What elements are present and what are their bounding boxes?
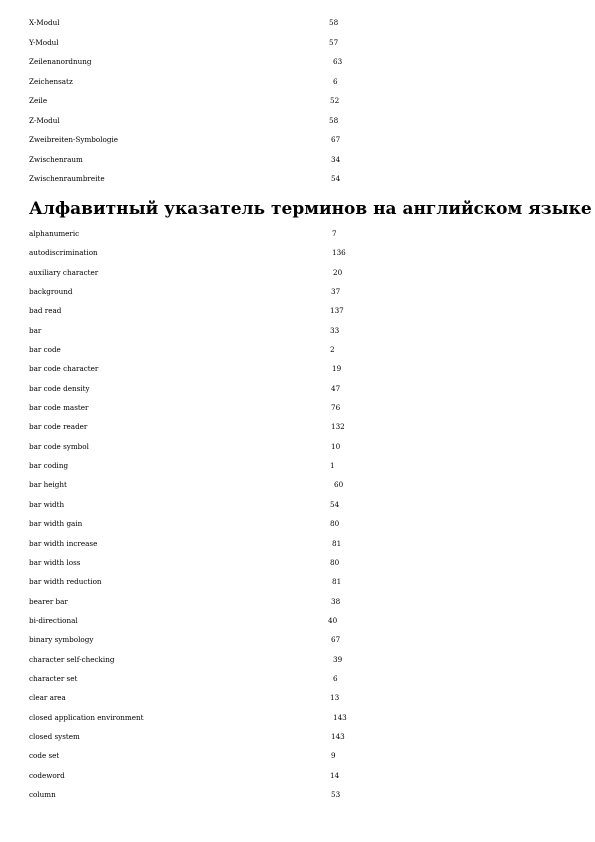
- index-entry: [0, 155, 595, 175]
- index-entry: [0, 229, 595, 248]
- index-term: Zwischenraum: [29, 154, 83, 164]
- index-term: background: [29, 287, 73, 297]
- index-page-number: 6: [333, 76, 338, 86]
- index-entry: [0, 174, 595, 194]
- index-page-number: 34: [331, 154, 341, 164]
- index-page-number: 63: [333, 57, 343, 67]
- index-page-number: 81: [332, 577, 342, 587]
- index-page-number: 7: [332, 229, 337, 238]
- index-page-number: 143: [333, 712, 347, 722]
- index-page-number: 20: [333, 267, 343, 277]
- index-term: bar code: [29, 345, 61, 355]
- index-page-number: 54: [331, 174, 341, 184]
- index-page-number: 81: [332, 538, 342, 548]
- index-page-number: 2: [330, 345, 335, 355]
- index-entry: [0, 461, 595, 480]
- index-entry: [0, 480, 595, 499]
- index-entry: [0, 519, 595, 538]
- index-page-number: 57: [329, 37, 339, 47]
- index-term: bar code reader: [29, 422, 88, 432]
- index-entry: [0, 539, 595, 558]
- index-page-number: 37: [331, 287, 341, 297]
- index-term: Z-Modul: [29, 115, 60, 125]
- index-term: Zeile: [29, 96, 48, 106]
- index-entry: [0, 674, 595, 693]
- index-term: codeword: [29, 770, 65, 780]
- index-entry: [0, 38, 595, 58]
- index-term: bar code character: [29, 364, 99, 374]
- index-page-number: 13: [330, 693, 340, 703]
- index-term: bad read: [29, 306, 62, 316]
- index-term: bar height: [29, 480, 67, 490]
- index-entry: [0, 287, 595, 306]
- index-term: Zwischenraumbreite: [29, 174, 105, 184]
- index-term: column: [29, 789, 56, 799]
- index-page-number: 137: [330, 306, 344, 316]
- index-page-number: 9: [331, 751, 336, 761]
- index-page-number: 33: [330, 325, 340, 335]
- index-term: closed application environment: [29, 712, 144, 722]
- index-entry: [0, 268, 595, 287]
- index-entry: [0, 18, 595, 38]
- index-entry: [0, 116, 595, 136]
- index-entry: [0, 751, 595, 770]
- index-term: bearer bar: [29, 596, 68, 606]
- index-page-number: 19: [332, 364, 342, 374]
- index-page-number: 136: [332, 248, 346, 258]
- index-page-number: 38: [331, 596, 341, 606]
- index-entry: [0, 326, 595, 345]
- index-page-number: 52: [330, 96, 340, 106]
- index-entry: [0, 345, 595, 364]
- index-page-number: 40: [328, 615, 338, 625]
- index-entry: [0, 616, 595, 635]
- index-entry: [0, 364, 595, 383]
- index-entry: [0, 597, 595, 616]
- index-term: bar width loss: [29, 557, 81, 567]
- index-term: bar code master: [29, 403, 89, 413]
- index-entry: [0, 713, 595, 732]
- index-page-number: 132: [331, 422, 345, 432]
- index-entry: [0, 135, 595, 155]
- index-term: character set: [29, 673, 78, 683]
- index-term: bar coding: [29, 461, 69, 471]
- index-entry: [0, 790, 595, 809]
- index-term: bar width: [29, 499, 65, 509]
- index-term: bar code density: [29, 383, 90, 393]
- index-term: bi-directional: [29, 615, 78, 625]
- index-entry: [0, 693, 595, 712]
- index-term: bar width reduction: [29, 577, 102, 587]
- index-entry: [0, 403, 595, 422]
- index-page-number: 1: [330, 461, 335, 471]
- index-page-number: 80: [330, 557, 340, 567]
- index-term: clear area: [29, 693, 66, 703]
- index-page-number: 58: [329, 18, 339, 27]
- index-entry: [0, 732, 595, 751]
- index-term: Zeilenanordnung: [29, 57, 92, 67]
- index-entry: [0, 422, 595, 441]
- index-page-number: 67: [331, 635, 341, 645]
- index-page-number: 14: [330, 770, 340, 780]
- index-term: alphanumeric: [29, 229, 80, 238]
- index-entry: [0, 655, 595, 674]
- index-entry: [0, 248, 595, 267]
- index-page-number: 67: [331, 135, 341, 145]
- index-term: bar code symbol: [29, 441, 89, 451]
- index-entry: [0, 96, 595, 116]
- index-term: auxiliary character: [29, 267, 99, 277]
- index-term: Y-Modul: [29, 37, 59, 47]
- index-entry: [0, 384, 595, 403]
- index-term: binary symbology: [29, 635, 94, 645]
- index-entry: [0, 77, 595, 97]
- index-entry: [0, 558, 595, 577]
- index-term: bar width increase: [29, 538, 98, 548]
- index-entry: [0, 442, 595, 461]
- index-term: closed system: [29, 731, 80, 741]
- index-entry: [0, 771, 595, 790]
- index-term: bar: [29, 325, 42, 335]
- index-page-number: 54: [330, 499, 340, 509]
- index-page-number: 76: [331, 403, 341, 413]
- index-page-number: 10: [331, 441, 341, 451]
- index-entry: [0, 635, 595, 654]
- section-heading: Алфавитный указатель терминов на английском языке: [29, 199, 592, 219]
- index-page-number: 53: [331, 789, 341, 799]
- index-term: X-Modul: [29, 18, 60, 27]
- index-page-number: 58: [329, 115, 339, 125]
- index-page-number: 60: [334, 480, 344, 490]
- index-term: character self-checking: [29, 654, 115, 664]
- index-term: bar width gain: [29, 519, 83, 529]
- english-index-list: [0, 229, 595, 809]
- index-entry: [0, 306, 595, 325]
- index-entry: [0, 57, 595, 77]
- index-term: autodiscrimination: [29, 248, 98, 258]
- index-entry: [0, 500, 595, 519]
- index-term: Zeichensatz: [29, 76, 73, 86]
- german-index-list: [0, 18, 595, 194]
- index-page-number: 6: [333, 673, 338, 683]
- index-page-number: 143: [331, 731, 345, 741]
- index-page-number: 47: [331, 383, 341, 393]
- index-term: code set: [29, 751, 60, 761]
- index-term: Zweibreiten-Symbologie: [29, 135, 118, 145]
- index-page-number: 39: [333, 654, 343, 664]
- index-page-number: 80: [330, 519, 340, 529]
- index-entry: [0, 577, 595, 596]
